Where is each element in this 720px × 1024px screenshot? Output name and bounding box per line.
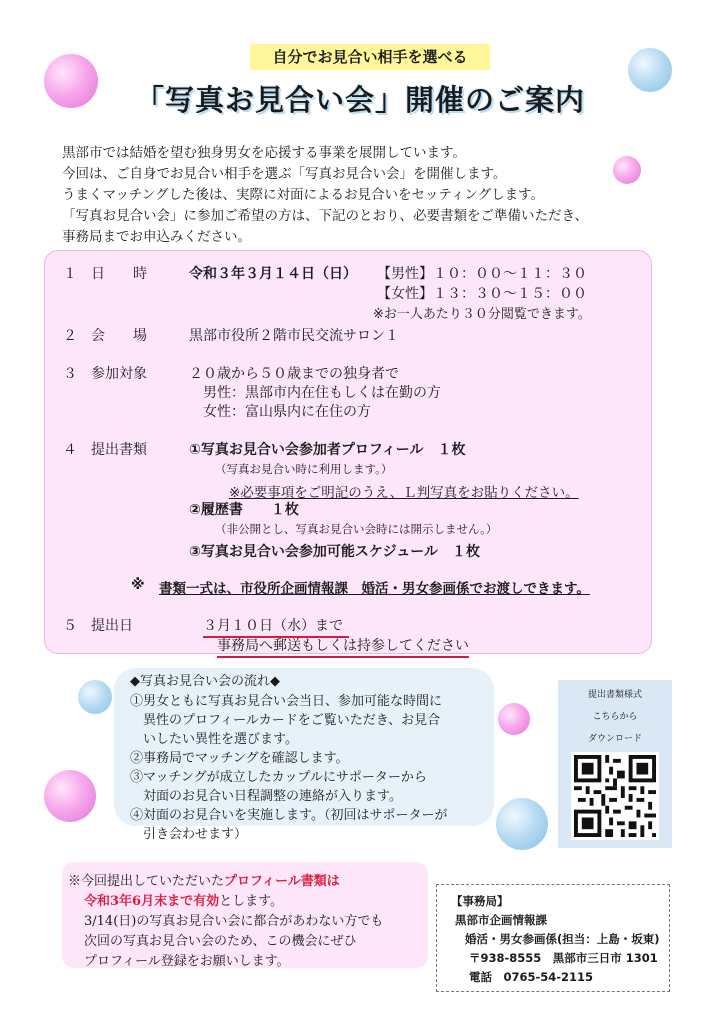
- flow-step: ①男女ともに写真お見合い会当日、参加可能な時間に: [130, 694, 443, 709]
- office-heading: 【事務局】: [451, 894, 509, 908]
- intro-paragraph: [62, 143, 662, 248]
- flow-title: ◆写真お見合い会の流れ◆: [130, 674, 280, 689]
- item-number: ５: [63, 618, 77, 634]
- office-department: 黒部市企画情報課: [455, 913, 547, 927]
- document-1: ①写真お見合い会参加者プロフィール １枚: [189, 442, 466, 458]
- submission-method: 事務局へ郵送もしくは持参してください: [217, 635, 469, 658]
- eligibility-line: 女性：富山県内に在住の方: [203, 404, 371, 420]
- blue-bubble-decoration: [496, 798, 548, 850]
- intro-line: 黒部市では結婚を望む独身男女を応援する事業を展開しています。: [62, 145, 466, 161]
- note-highlight: プロフィール書類は: [224, 874, 340, 889]
- qr-caption: こちらから: [592, 712, 638, 722]
- profile-validity-note: [62, 862, 428, 968]
- intro-line: 今回は、ご自身でお見合い相手を選ぶ「写真お見合い会」を開催します。: [62, 166, 507, 182]
- office-address: 〒938-8555 黒部市三日市 1301: [469, 951, 658, 965]
- document-2-note: （非公開とし、写真お見合い会時には開示しません。）: [215, 522, 498, 536]
- matching-flow-box: [114, 668, 494, 842]
- intro-line: うまくマッチングした後は、実際に対面によるお見合いをセッティングします。: [62, 187, 545, 203]
- note-line: 次回の写真お見合い会のため、この機会にぜひ: [84, 934, 357, 949]
- documents-notice: 書類一式は、市役所企画情報課 婚活・男女参画係でお渡しできます。: [159, 581, 590, 597]
- event-date: 令和３年３月１４日（日）: [189, 266, 357, 282]
- note-line: 3/14(日)の写真お見合い会に都合があわない方でも: [84, 914, 384, 929]
- flow-step: 対面のお見合い日程調整の連絡が入ります。: [130, 789, 402, 804]
- flow-step: 異性のプロフィールカードをご覧いただき、お見合: [130, 713, 441, 728]
- flow-step: いしたい異性を選びます。: [130, 732, 298, 747]
- venue-value: 黒部市役所２階市民交流サロン１: [189, 328, 399, 344]
- notice-mark: ※: [131, 577, 145, 593]
- document-1-instruction: ※必要事項をご明記のうえ、Ｌ判写真をお貼りください。: [229, 485, 579, 501]
- item-number: １: [63, 266, 77, 282]
- document-3: ③写真お見合い会参加可能スケジュール １枚: [189, 544, 481, 560]
- blue-bubble-decoration: [78, 680, 112, 714]
- venue-label: 会 場: [91, 328, 147, 344]
- documents-label: 提出書類: [91, 442, 147, 458]
- qr-caption: ダウンロード: [587, 734, 642, 744]
- qr-caption: 提出書類様式: [587, 690, 642, 700]
- office-phone[interactable]: 電話 0765-54-2115: [469, 970, 594, 984]
- note-suffix: とします。: [219, 894, 284, 909]
- intro-line: 事務局までお申込みください。: [62, 229, 251, 245]
- note-validity: 令和3年6月末まで有効: [84, 894, 220, 909]
- item-number: ２: [63, 328, 77, 344]
- male-time: 【男性】１０：００～１１：３０: [377, 266, 587, 282]
- deadline-date: ３月１０日（水）まで: [203, 615, 349, 638]
- flow-step: ③マッチングが成立したカップルにサポーターから: [130, 770, 427, 785]
- office-contact-box: [436, 884, 670, 992]
- document-1-note: （写真お見合い時に利用します。）: [215, 462, 393, 476]
- viewing-note: ※お一人あたり３０分閲覧できます。: [373, 307, 591, 322]
- pink-bubble-decoration: [498, 703, 530, 735]
- female-time: 【女性】１３：３０～１５：００: [377, 286, 587, 302]
- page-title: 「写真お見合い会」開催のご案内: [134, 83, 585, 117]
- pink-bubble-decoration: [44, 54, 98, 108]
- intro-line: 「写真お見合い会」に参加ご希望の方は、下記のとおり、必要書類をご準備いただき、: [62, 208, 588, 224]
- blue-bubble-decoration: [628, 48, 672, 92]
- eligibility-label: 参加対象: [91, 366, 147, 382]
- event-details-box: [44, 250, 652, 654]
- subtitle: 自分でお見合い相手を選べる: [250, 44, 490, 70]
- deadline-label: 提出日: [91, 618, 133, 634]
- document-2: ②履歴書 １枚: [189, 502, 299, 518]
- note-prefix: ※今回提出していただいた: [68, 874, 225, 889]
- date-label: 日 時: [91, 266, 147, 282]
- flow-step: ④対面のお見合いを実施します。（初回はサポーターが: [130, 808, 448, 823]
- flow-step: ②事務局でマッチングを確認します。: [130, 751, 349, 766]
- pink-bubble-decoration: [44, 770, 96, 822]
- qr-download-box[interactable]: [558, 680, 672, 848]
- office-section: 婚活・男女参画係(担当：上島・坂東): [465, 932, 660, 946]
- eligibility-line: 男性：黒部市内在住もしくは在勤の方: [203, 385, 441, 401]
- qr-code-icon[interactable]: [571, 752, 659, 840]
- item-number: ４: [63, 442, 77, 458]
- eligibility-line: ２０歳から５０歳までの独身者で: [189, 366, 399, 382]
- item-number: ３: [63, 366, 77, 382]
- flow-step: 引き会わせます）: [130, 827, 248, 842]
- note-line: プロフィール登録をお願いします。: [84, 954, 290, 969]
